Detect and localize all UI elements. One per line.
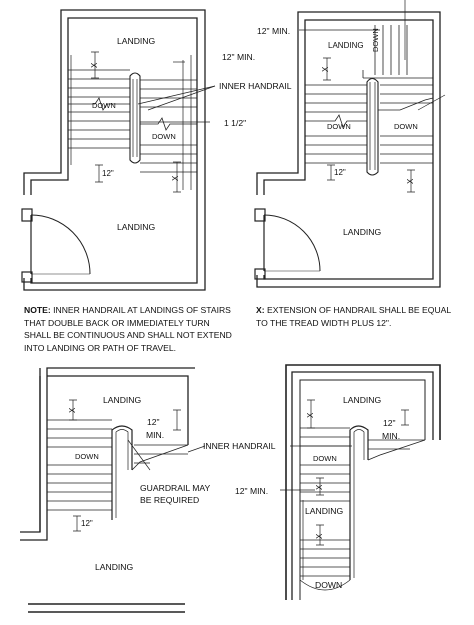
br-landing-top: LANDING (343, 395, 382, 405)
note-label: NOTE: (24, 305, 51, 315)
diagram-top-left (22, 10, 215, 290)
tr-landing-bottom: LANDING (343, 227, 382, 237)
bl-landing-bottom: LANDING (95, 562, 134, 572)
note-handrail (24, 304, 234, 354)
br-x-3: X (315, 533, 324, 539)
bl-down: DOWN (75, 452, 99, 461)
tr-x-2: X (406, 178, 415, 184)
bl-min: MIN. (146, 430, 165, 440)
tl-12-min: 12" MIN. (222, 52, 256, 62)
tr-down-vertical: DOWN (371, 28, 380, 52)
note-text: INNER HANDRAIL AT LANDINGS OF STAIRS THAT DOUBLE BACK OR IMMEDIATELY TURN SHALL BE CONTINUOUS AND SHALL NOT EXTEND INTO LANDING OR PATH OF TRAVEL. (24, 305, 232, 353)
tl-x-2: X (171, 175, 180, 181)
tl-one-half: 1 1/2" (224, 118, 247, 128)
tr-down-left: DOWN (327, 122, 351, 131)
br-twelve: 12" (383, 418, 396, 428)
br-12-min: 12" MIN. (235, 486, 269, 496)
diagram-bottom-left (20, 368, 205, 540)
bl-guardrail-2: BE REQUIRED (140, 495, 200, 505)
br-inner-handrail: INNER HANDRAIL (203, 441, 276, 451)
tr-x-1: X (321, 66, 330, 72)
br-down-bottom: DOWN (315, 580, 343, 590)
tl-12: 12" (102, 169, 114, 178)
tl-inner-handrail: INNER HANDRAIL (219, 81, 292, 91)
tr-12-min: 12" MIN. (257, 26, 291, 36)
br-x-2: X (315, 484, 324, 490)
tl-landing-top: LANDING (117, 36, 156, 46)
tl-down-right: DOWN (152, 132, 176, 141)
bl-12: 12" (81, 519, 93, 528)
x-text: EXTENSION OF HANDRAIL SHALL BE EQUAL TO THE TREAD WIDTH PLUS 12". (256, 305, 451, 328)
tl-x-1: X (90, 62, 99, 68)
tr-down-right: DOWN (394, 122, 418, 131)
x-label: X: (256, 305, 265, 315)
bl-landing-top: LANDING (103, 395, 142, 405)
tr-12: 12" (334, 168, 346, 177)
br-min: MIN. (382, 431, 401, 441)
br-x-1: X (306, 412, 315, 418)
tr-landing-top: LANDING (328, 41, 364, 50)
tl-landing-bottom: LANDING (117, 222, 156, 232)
br-down-mid: DOWN (313, 454, 337, 463)
bl-twelve: 12" (147, 417, 160, 427)
tl-down-left: DOWN (92, 101, 116, 110)
bl-guardrail-1: GUARDRAIL MAY (140, 483, 211, 493)
br-landing-mid: LANDING (305, 506, 344, 516)
note-x-extension (256, 304, 461, 329)
bl-x: X (68, 407, 77, 413)
